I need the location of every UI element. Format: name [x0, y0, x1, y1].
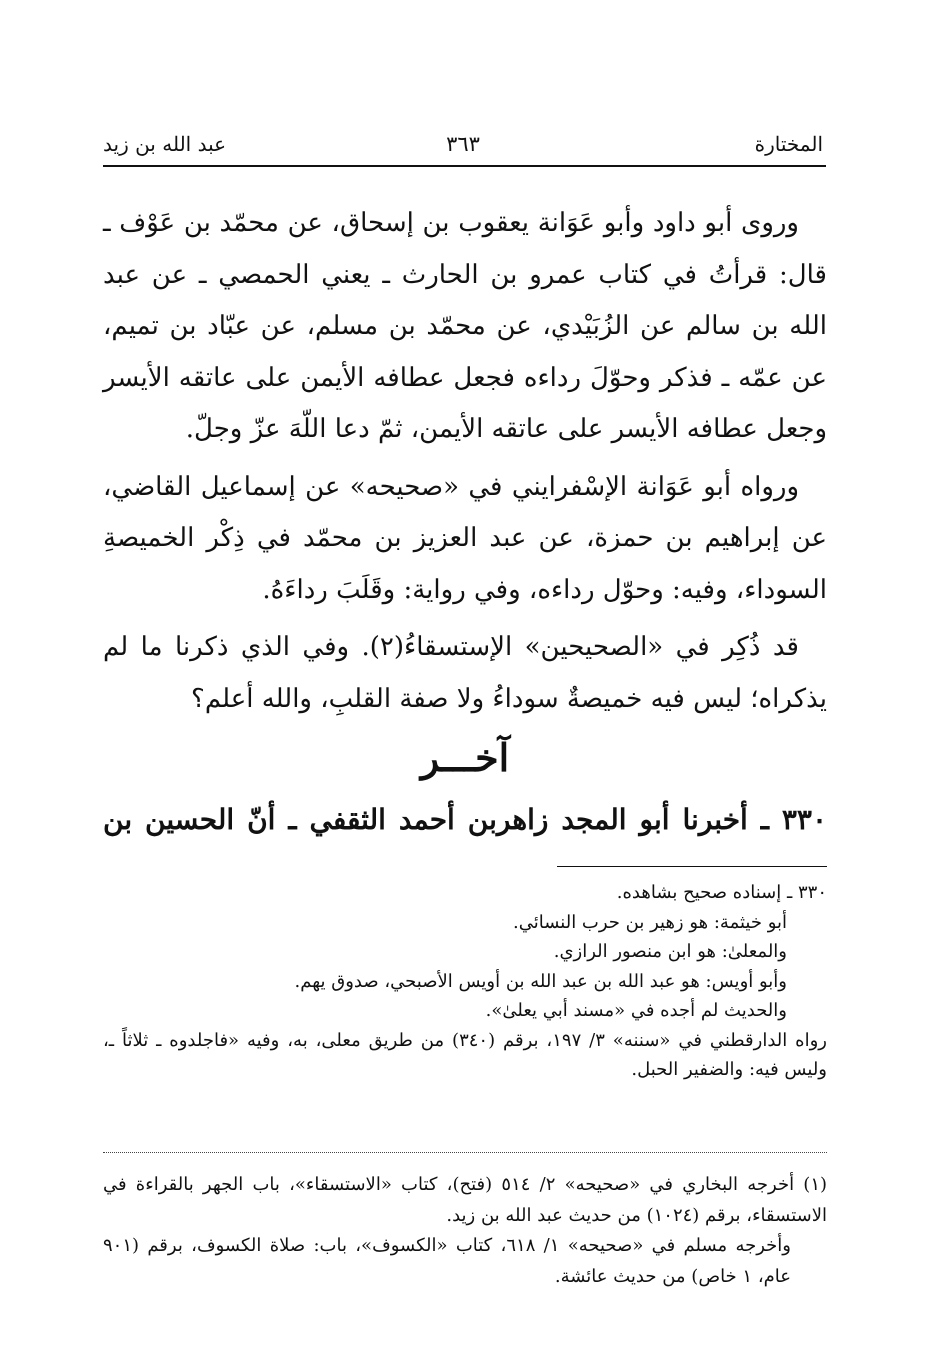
footnote-separator: [103, 1152, 827, 1153]
note-line: وأبو أويس: هو عبد الله بن عبد الله بن أويس الأصبحي، صدوق يهم.: [294, 970, 787, 992]
header-rule: [103, 165, 826, 167]
footnote-1: (١) أخرجه البخاري في «صحيحه» ٢/ ٥١٤ (فتح)، كتاب «الاستسقاء»، باب الجهر بالقراءة في الاستسقاء، برقم (١٠٢٤) من حديث عبد الله بن زيد.: [103, 1174, 828, 1226]
page-number: ٣٦٣: [446, 132, 480, 156]
footnotes: [103, 1170, 827, 1292]
running-header: [103, 132, 823, 162]
notes-separator: [557, 866, 827, 867]
paragraph-3: قد ذُكِر في «الصحيحين» الإستسقاءُ(٢). وفي الذي ذكرنا ما لم يذكراه؛ ليس فيه خميصةٌ سوداءُ ولا صفة القلبِ، والله أعلم؟: [103, 632, 827, 714]
header-book-title: المختارة: [754, 132, 823, 156]
footnote-1-continued: وأخرجه مسلم في «صحيحه» ١/ ٦١٨، كتاب «الكسوف»، باب: صلاة الكسوف، برقم (٩٠١ عام، ١ خاص) من حديث عائشة.: [103, 1235, 791, 1287]
header-chapter-title: عبد الله بن زيد: [103, 132, 227, 156]
paragraph-1: وروى أبو داود وأبو عَوَانة يعقوب بن إسحاق، عن محمّد بن عَوْف ـ قال: قرأتُ في كتاب عمرو بن الحارث ـ يعني الحمصي ـ عن عبد الله بن سالم عن الزُبَيْدي، عن محمّد بن مسلم، عن عبّاد بن تميم، عن عمّه ـ فذكر وحوّلَ رداءه فجعل عطافه الأيمن على عاتقه الأيسر وجعل عطافه الأيسر على عاتقه الأيمن، ثمّ دعا اللّهَ عزّ وجلّ.: [103, 208, 827, 444]
note-line: ٣٣٠ ـ إسناده صحيح بشاهده.: [616, 882, 827, 903]
note-line: رواه الدارقطني في «سننه» ٣/ ١٩٧، برقم (٣٤٠) من طريق معلى، به، وفيه «فاجلدوه ـ ثلاثاً ـ، وليس فيه: والضفير الحبل.: [103, 1029, 827, 1080]
section-title: آخـــر: [420, 735, 510, 780]
note-line: والمعلىٰ: هو ابن منصور الرازي.: [553, 941, 787, 962]
main-text: [103, 198, 827, 725]
hadith-heading: ٣٣٠ ـ أخبرنا أبو المجد زاهربن أحمد الثقفي ـ أنّ الحسين بن: [103, 803, 827, 836]
note-line: والحديث لم أجده في «مسند أبي يعلىٰ».: [485, 1000, 787, 1021]
note-line: أبو خيثمة: هو زهير بن حرب النسائي.: [513, 911, 787, 933]
hadith-notes: [103, 878, 827, 1085]
paragraph-2: ورواه أبو عَوَانة الإسْفرايني في «صحيحه» عن إسماعيل القاضي، عن إبراهيم بن حمزة، عن عبد العزيز بن محمّد في ذِكْر الخميصةِ السوداء، وفيه: وحوّل رداءه، وفي رواية: وقَلَبَ رداءَهُ.: [103, 471, 827, 605]
